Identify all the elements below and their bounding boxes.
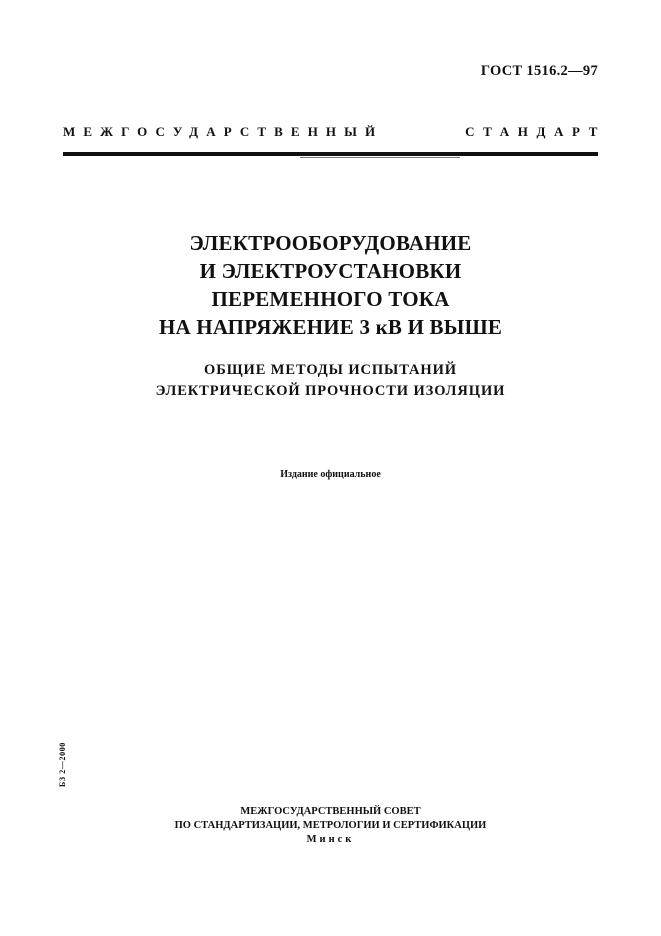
subtitle-line-1: ОБЩИЕ МЕТОДЫ ИСПЫТАНИЙ: [204, 362, 457, 378]
subtitle-line-2: ЭЛЕКТРИЧЕСКОЙ ПРОЧНОСТИ ИЗОЛЯЦИИ: [155, 383, 506, 399]
header-rule-thin: [300, 157, 460, 158]
title-line-2: И ЭЛЕКТРОУСТАНОВКИ: [199, 259, 462, 283]
subtitle: [0, 360, 661, 402]
standard-type-word-interstate: МЕЖГОСУДАРСТВЕННЫЙ: [63, 124, 384, 139]
edition-note: Издание официальное: [280, 469, 381, 480]
side-mark: БЗ 2—2000: [58, 742, 67, 787]
standard-type-word-standard: СТАНДАРТ: [465, 124, 606, 139]
main-title: [0, 229, 661, 341]
title-line-3: ПЕРЕМЕННОГО ТОКА: [211, 287, 450, 311]
publisher-block: [0, 805, 661, 847]
document-code: ГОСТ 1516.2—97: [480, 63, 598, 79]
standard-type-header: [63, 124, 606, 140]
publisher-line-2: ПО СТАНДАРТИЗАЦИИ, МЕТРОЛОГИИ И СЕРТИФИКАЦИИ: [174, 820, 487, 831]
title-line-4: НА НАПРЯЖЕНИЕ 3 кВ И ВЫШЕ: [158, 315, 503, 339]
header-rule: [63, 152, 598, 156]
title-line-1: ЭЛЕКТРООБОРУДОВАНИЕ: [189, 231, 472, 255]
publisher-city: Минск: [306, 834, 355, 845]
publisher-line-1: МЕЖГОСУДАРСТВЕННЫЙ СОВЕТ: [240, 806, 421, 817]
